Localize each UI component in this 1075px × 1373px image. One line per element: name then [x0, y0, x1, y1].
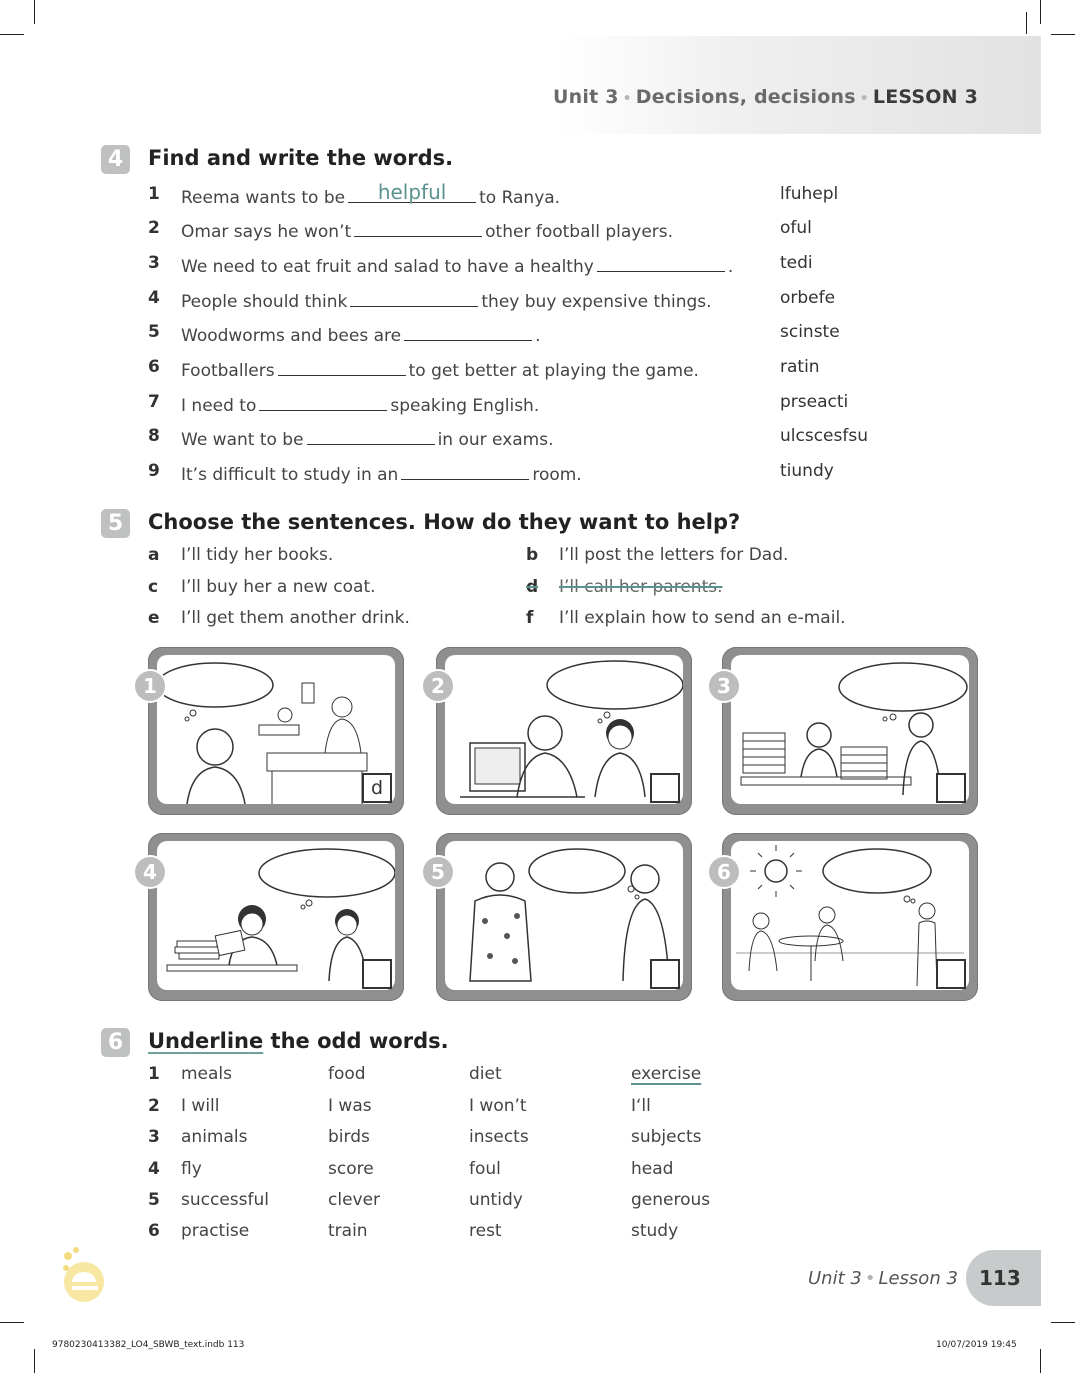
sentence-after: . [727, 257, 734, 277]
word-option[interactable]: train [328, 1221, 368, 1241]
word-option[interactable]: foul [469, 1159, 501, 1179]
picture-panel-2 [431, 647, 692, 815]
row-number: 2 [148, 1096, 160, 1116]
item-sentence [181, 322, 540, 346]
books-illustration [731, 655, 969, 804]
page-number: 113 [979, 1266, 1021, 1290]
coat-illustration [445, 841, 683, 990]
page-header: Unit 3 • Decisions, decisions • LESSON 3 [553, 86, 978, 108]
answer-box[interactable] [650, 959, 680, 989]
item-number: 9 [148, 461, 160, 481]
sentence-before: People should think [181, 292, 348, 312]
item-number: 8 [148, 426, 160, 446]
word-option[interactable]: meals [181, 1064, 233, 1084]
crop-mark [1040, 0, 1041, 24]
sentence-before: Footballers [181, 361, 275, 381]
panel-number: 5 [421, 855, 455, 889]
answer-blank[interactable] [401, 461, 529, 480]
item-sentence [181, 218, 673, 242]
word-option[interactable]: I was [328, 1096, 372, 1116]
panel-number: 3 [707, 669, 741, 703]
item-sentence [181, 426, 554, 450]
jumbled-word: tiundy [780, 461, 834, 481]
answer-blank[interactable] [307, 426, 435, 445]
picture-panel-6 [717, 833, 978, 1001]
sentence-after: other football players. [485, 222, 674, 242]
header-lesson: LESSON 3 [872, 86, 978, 108]
word-option[interactable]: food [328, 1064, 366, 1084]
sentence-after: room. [532, 465, 582, 485]
jumbled-word: scinste [780, 322, 840, 342]
classroom-illustration [157, 655, 395, 804]
crop-mark [1051, 34, 1075, 35]
item-sentence [181, 253, 733, 277]
section-6-number: 6 [101, 1028, 130, 1057]
item-number: 7 [148, 392, 160, 412]
word-option[interactable]: rest [469, 1221, 502, 1241]
item-sentence [181, 461, 582, 485]
crop-mark [0, 34, 24, 35]
answer-box[interactable] [362, 959, 392, 989]
footer-unit: Unit 3 [808, 1268, 862, 1289]
word-option[interactable]: I will [181, 1096, 220, 1116]
section-6-title-rest: the odd words. [263, 1029, 449, 1053]
sentence-before: Omar says he won’t [181, 222, 352, 242]
item-sentence [181, 180, 561, 208]
item-number: 5 [148, 322, 160, 342]
row-number: 3 [148, 1127, 160, 1147]
section-6-title [148, 1029, 449, 1053]
word-option[interactable]: diet [469, 1064, 502, 1084]
jumbled-word: lfuhepl [780, 184, 839, 204]
picture-panel-3 [717, 647, 978, 815]
word-option[interactable]: untidy [469, 1190, 523, 1210]
crop-mark [1051, 1322, 1075, 1323]
item-number: 1 [148, 184, 160, 204]
jumbled-word: prseacti [780, 392, 849, 412]
print-slug-date: 10/07/2019 19:45 [936, 1340, 1017, 1350]
section-4-number: 4 [101, 145, 130, 174]
item-number: 4 [148, 288, 160, 308]
picnic-illustration [731, 841, 969, 990]
sentence-after: to Ranya. [479, 188, 561, 208]
sentence-before: Woodworms and bees are [181, 326, 402, 346]
jumbled-word: ulcscesfsu [780, 426, 868, 446]
row-number: 4 [148, 1159, 160, 1179]
jumbled-word: orbefe [780, 288, 836, 308]
answer-box[interactable] [936, 773, 966, 803]
word-option[interactable]: I‘ll [631, 1096, 651, 1116]
word-option[interactable]: study [631, 1221, 679, 1241]
jumbled-word: ratin [780, 357, 820, 377]
item-number: 3 [148, 253, 160, 273]
computer-illustration [445, 655, 683, 804]
word-option[interactable]: clever [328, 1190, 381, 1210]
answer-blank[interactable] [278, 357, 406, 376]
word-option[interactable]: generous [631, 1190, 711, 1210]
answer-box[interactable] [936, 959, 966, 989]
section-5-number: 5 [101, 509, 130, 538]
header-band [560, 36, 1041, 134]
jumbled-word: tedi [780, 253, 813, 273]
answer-blank[interactable] [348, 180, 476, 204]
sentence-before: I need to [181, 396, 257, 416]
word-option[interactable]: score [328, 1159, 374, 1179]
sentence-before: It’s difficult to study in an [181, 465, 399, 485]
sentence-after: . [535, 326, 541, 346]
sentence-after: to get better at playing the game. [408, 361, 699, 381]
header-unit: Unit 3 [553, 86, 619, 108]
item-number: 6 [148, 357, 160, 377]
panel-number: 6 [707, 855, 741, 889]
row-number: 1 [148, 1064, 160, 1084]
sentence-before: We need to eat fruit and salad to have a healthy [181, 257, 594, 277]
word-option[interactable]: successful [181, 1190, 269, 1210]
word-option[interactable]: fly [181, 1159, 202, 1179]
word-option[interactable]: practise [181, 1221, 250, 1241]
sentence-after: they buy expensive things. [481, 292, 712, 312]
item-sentence [181, 288, 712, 312]
word-option[interactable]: head [631, 1159, 674, 1179]
word-option[interactable]: subjects [631, 1127, 702, 1147]
picture-panel-4 [143, 833, 404, 1001]
crop-mark [0, 1322, 24, 1323]
jumbled-word: oful [780, 218, 812, 238]
print-slug-file: 9780230413382_LO4_SBWB_text.indb 113 [52, 1340, 245, 1350]
answer-blank[interactable] [350, 288, 478, 307]
answer-box[interactable] [650, 773, 680, 803]
footer-unit-lesson: Unit 3 • Lesson 3 [808, 1268, 958, 1289]
sentence-before: We want to be [181, 430, 304, 450]
publisher-logo [58, 1244, 106, 1306]
panel-number: 4 [133, 855, 167, 889]
answer-blank[interactable] [259, 392, 387, 411]
word-option[interactable]: exercise [631, 1064, 702, 1084]
footer-lesson: Lesson 3 [878, 1268, 958, 1289]
word-option[interactable]: I won’t [469, 1096, 527, 1116]
item-sentence [181, 392, 539, 416]
picture-panel-5 [431, 833, 692, 1001]
section-5-title: Choose the sentences. How do they want to help? [148, 510, 741, 534]
section-4-title: Find and write the words. [148, 146, 454, 170]
panel-number: 1 [133, 669, 167, 703]
sentence-after: in our exams. [437, 430, 554, 450]
word-option[interactable]: animals [181, 1127, 248, 1147]
crop-mark [34, 0, 35, 24]
answer-blank[interactable] [404, 322, 532, 341]
section-6-title-underlined: Underline [148, 1029, 264, 1053]
item-number: 2 [148, 218, 160, 238]
crop-mark [1040, 1349, 1041, 1373]
word-option[interactable]: insects [469, 1127, 529, 1147]
row-number: 5 [148, 1190, 160, 1210]
header-title: Decisions, decisions [635, 86, 856, 108]
crop-mark [1026, 12, 1027, 34]
answer-blank[interactable] [354, 218, 482, 237]
written-answer: helpful [377, 180, 447, 204]
row-number: 6 [148, 1221, 160, 1241]
letters-illustration [157, 841, 395, 990]
panel-number: 2 [421, 669, 455, 703]
answer-box[interactable]: d [362, 773, 392, 803]
picture-panel-1 [143, 647, 404, 815]
crop-mark [34, 1349, 35, 1373]
word-option[interactable]: birds [328, 1127, 370, 1147]
answer-blank[interactable] [597, 253, 725, 272]
item-sentence [181, 357, 699, 381]
sentence-after: speaking English. [390, 396, 540, 416]
sentence-before: Reema wants to be [181, 188, 346, 208]
